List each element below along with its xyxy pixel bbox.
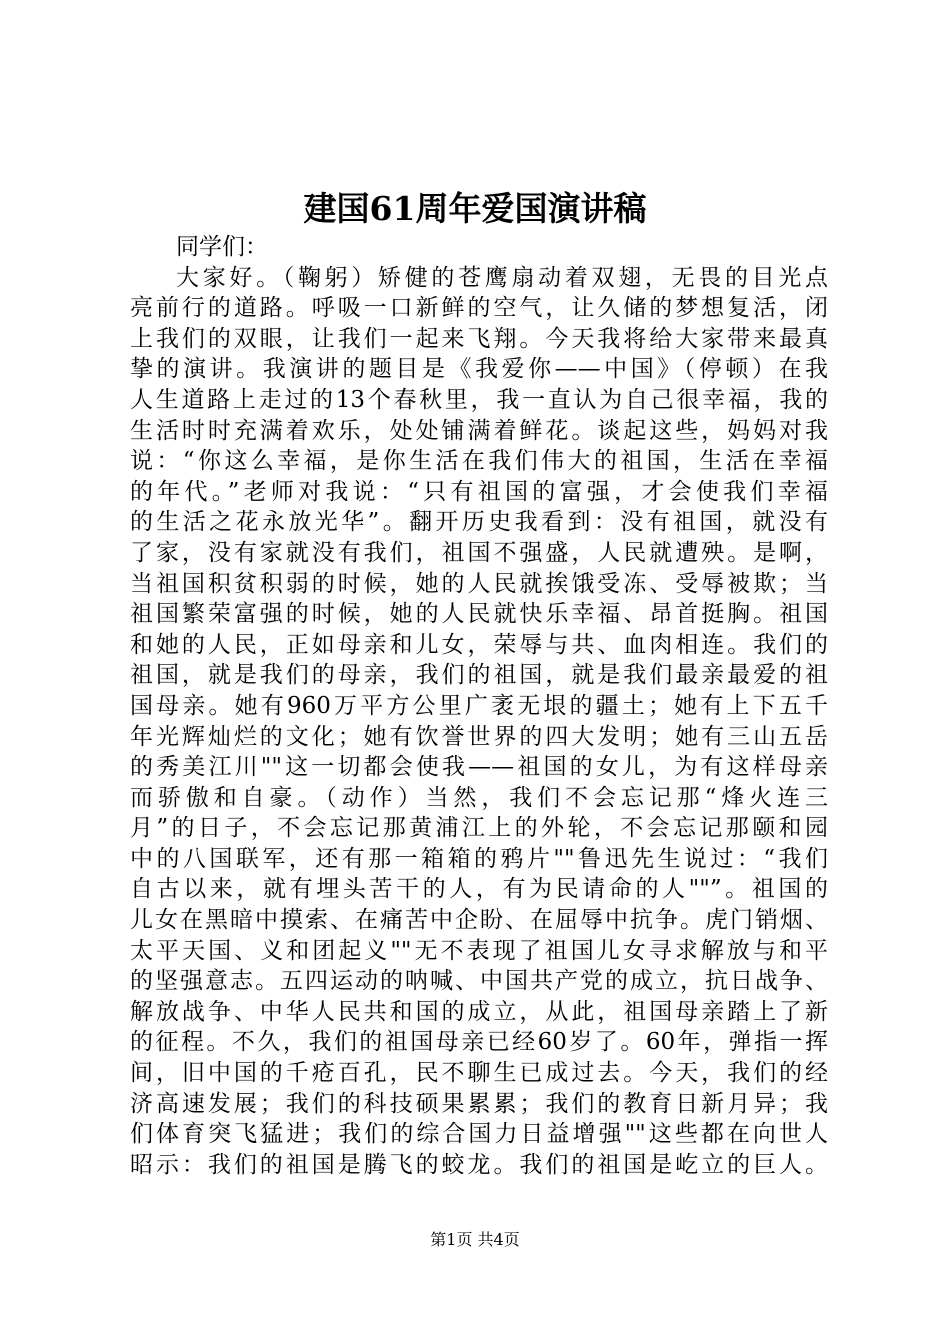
paragraph-line: 儿女在黑暗中摸索、在痛苦中企盼、在屈辱中抗争。虎门销烟、 — [130, 907, 828, 934]
paragraph-line: 上我们的双眼，让我们一起来飞翔。今天我将给大家带来最真 — [130, 325, 828, 352]
paragraph-line: 大家好。（鞠躬）矫健的苍鹰扇动着双翅，无畏的目光点 — [176, 264, 828, 291]
paragraph-line: 的生活之花永放光华”。翻开历史我看到：没有祖国，就没有 — [130, 509, 828, 536]
paragraph-line: 国母亲。她有960万平方公里广袤无垠的疆土；她有上下五千 — [130, 692, 828, 719]
paragraph-line: 了家，没有家就没有我们，祖国不强盛，人民就遭殃。是啊， — [130, 539, 828, 566]
greeting: 同学们： — [176, 234, 268, 260]
paragraph-line: 祖国，就是我们的母亲，我们的祖国，就是我们最亲最爱的祖 — [130, 662, 828, 689]
paragraph-line: 当祖国积贫积弱的时候，她的人民就挨饿受冻、受辱被欺；当 — [130, 570, 828, 597]
paragraph-line: 济高速发展；我们的科技硕果累累；我们的教育日新月异；我 — [130, 1090, 828, 1117]
paragraph-line: 的坚强意志。五四运动的呐喊、中国共产党的成立，抗日战争、 — [130, 968, 828, 995]
paragraph-line: 说：“你这么幸福，是你生活在我们伟大的祖国，生活在幸福 — [130, 448, 828, 475]
paragraph-line: 的年代。”老师对我说：“只有祖国的富强，才会使我们幸福 — [130, 478, 828, 505]
paragraph-line: 月”的日子，不会忘记那黄浦江上的外轮，不会忘记那颐和园 — [130, 815, 828, 842]
paragraph-line: 和她的人民，正如母亲和儿女，荣辱与共、血肉相连。我们的 — [130, 631, 828, 658]
paragraph-line: 人生道路上走过的13个春秋里，我一直认为自己很幸福，我的 — [130, 386, 828, 413]
paragraph-line: 昭示：我们的祖国是腾飞的蛟龙。我们的祖国是屹立的巨人。 — [130, 1151, 828, 1178]
paragraph-line: 祖国繁荣富强的时候，她的人民就快乐幸福、昂首挺胸。祖国 — [130, 601, 828, 628]
paragraph-line: 年光辉灿烂的文化；她有饮誉世界的四大发明；她有三山五岳 — [130, 723, 828, 750]
paragraph-line: 中的八国联军，还有那一箱箱的鸦片""鲁迅先生说过：“我们 — [130, 845, 828, 872]
paragraph-line: 生活时时充满着欢乐，处处铺满着鲜花。谈起这些，妈妈对我 — [130, 417, 828, 444]
paragraph-line: 的征程。不久，我们的祖国母亲已经60岁了。60年，弹指一挥 — [130, 1029, 828, 1056]
paragraph-line: 而骄傲和自豪。（动作）当然，我们不会忘记那“烽火连三 — [130, 784, 828, 811]
paragraph-line: 挚的演讲。我演讲的题目是《我爱你——中国》（停顿）在我 — [130, 356, 828, 383]
paragraph-line: 太平天国、义和团起义""无不表现了祖国儿女寻求解放与和平 — [130, 937, 828, 964]
paragraph-line: 自古以来，就有埋头苦干的人，有为民请命的人""”。祖国的 — [130, 876, 828, 903]
paragraph-line: 间，旧中国的千疮百孔，民不聊生已成过去。今天，我们的经 — [130, 1060, 828, 1087]
paragraph-line: 解放战争、中华人民共和国的成立，从此，祖国母亲踏上了新 — [130, 998, 828, 1025]
document-body — [130, 232, 828, 1180]
paragraph-line: 亮前行的道路。呼吸一口新鲜的空气，让久储的梦想复活，闭 — [130, 295, 828, 322]
paragraph-line: 们体育突飞猛进；我们的综合国力日益增强""这些都在向世人 — [130, 1121, 828, 1148]
page-title: 建国61周年爱国演讲稿 — [303, 189, 647, 228]
page-indicator: 第1页 共4页 — [430, 1230, 520, 1249]
paragraph-line: 的秀美江川""这一切都会使我——祖国的女儿，为有这样母亲 — [130, 754, 828, 781]
